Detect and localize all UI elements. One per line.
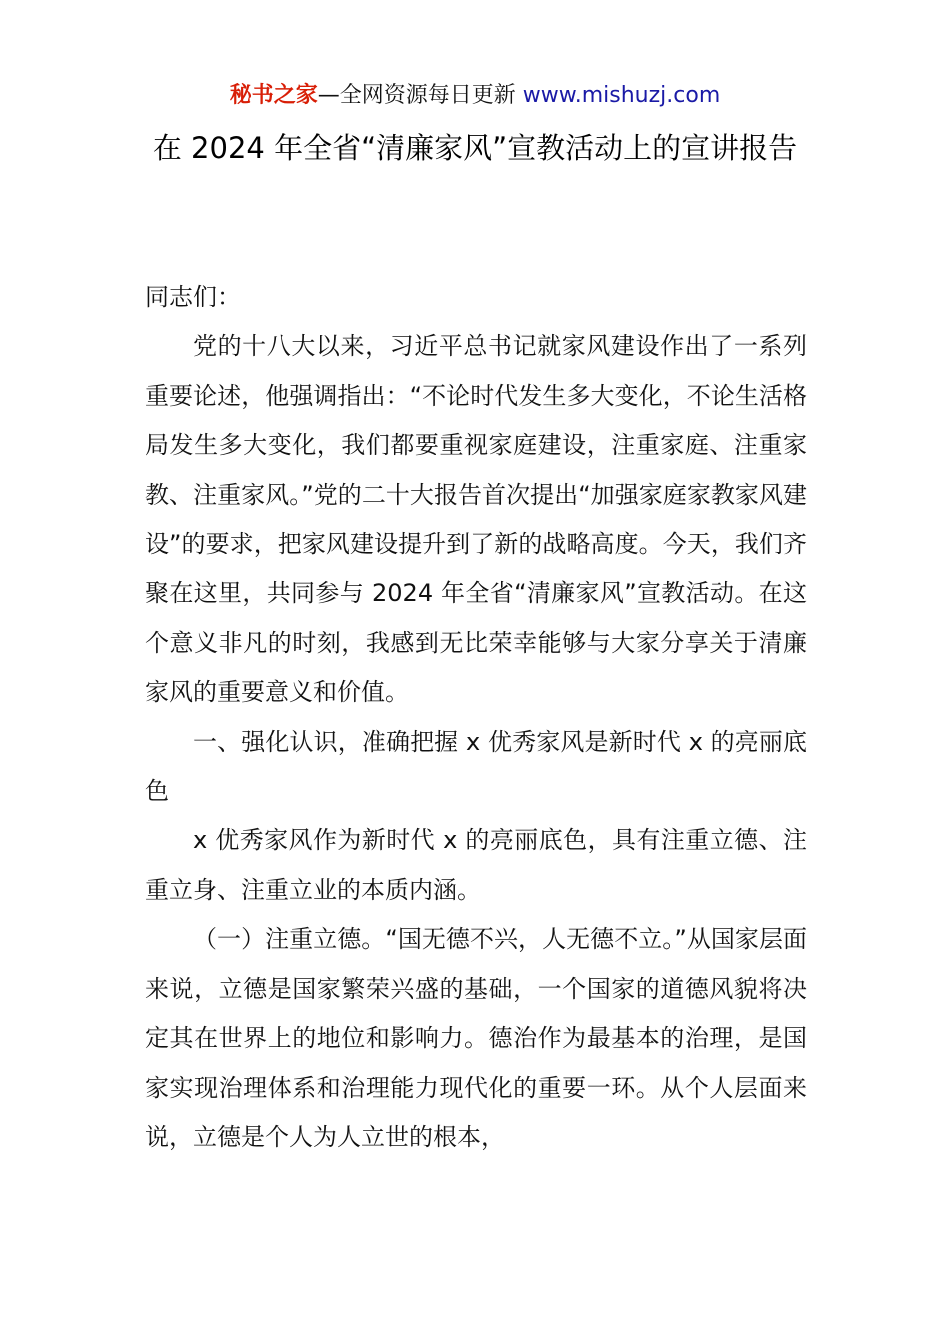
paragraph-intro: 党的十八大以来，习近平总书记就家风建设作出了一系列重要论述，他强调指出：“不论时代发生多大变化，不论生活格局发生多大变化，我们都要重视家庭建设，注重家庭、注重家教、注重家风。”党的二十大报告首次提出“加强家庭家教家风建设”的要求，把家风建设提升到了新的战略高度。今天，我们齐聚在这里，共同参与 2024 年全省“清廉家风”宣教活动。在这个意义非凡的时刻，我感到无比荣幸能够与大家分享关于清廉家风的重要意义和价值。 (145, 332, 807, 707)
paragraph-section-1-summary: x 优秀家风作为新时代 x 的亮丽底色，具有注重立德、注重立身、注重立业的本质内涵。 (145, 826, 807, 904)
site-header (0, 80, 950, 112)
document-body (145, 273, 807, 1162)
paragraph-subsection-1: （一）注重立德。“国无德不兴，人无德不立。”从国家层面来说，立德是国家繁荣兴盛的基础，一个国家的道德风貌将决定其在世界上的地位和影响力。德治作为最基本的治理，是国家实现治理体系和治理能力现代化的重要一环。从个人层面来说，立德是个人为人立世的根本， (145, 925, 807, 1151)
site-tagline: —全网资源每日更新 (317, 83, 516, 108)
site-brand: 秘书之家 (229, 83, 318, 108)
section-heading-1: 一、强化认识，准确把握 x 优秀家风是新时代 x 的亮丽底色 (145, 727, 807, 806)
document-title: 在 2024 年全省“清廉家风”宣教活动上的宣讲报告 (152, 131, 798, 165)
salutation: 同志们： (145, 283, 241, 311)
site-url-link[interactable]: www.mishuzj.com (522, 83, 721, 108)
